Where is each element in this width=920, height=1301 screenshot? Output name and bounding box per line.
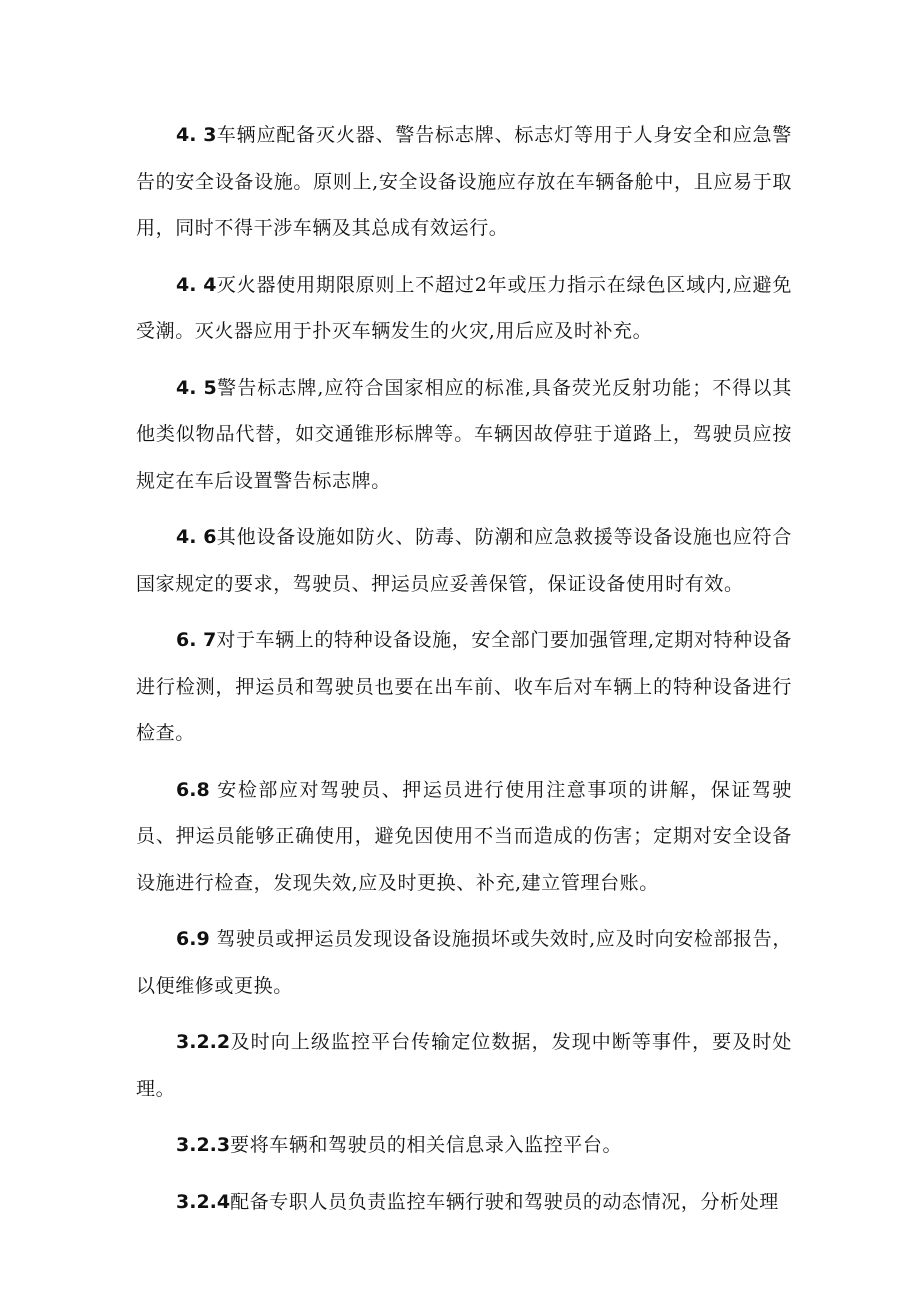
paragraph-4-4	[136, 262, 792, 355]
paragraph-6-7	[136, 617, 792, 757]
paragraph-4-5	[136, 365, 792, 505]
clause-text: 车辆应配备灭火器、警告标志牌、标志灯等用于人身安全和应急警告的安全设备设施。原则上,安全设备设施应存放在车辆备舱中，且应易于取用，同时不得干涉车辆及其总成有效运行。	[136, 124, 793, 239]
clause-text: 对于车辆上的特种设备设施，安全部门要加强管理,定期对特种设备进行检测，押运员和驾驶员也要在出车前、收车后对车辆上的特种设备进行检查。	[136, 629, 792, 744]
clause-number: 3.2.2	[176, 1031, 231, 1053]
clause-text: 警告标志牌,应符合国家相应的标准,具备荧光反射功能；不得以其他类似物品代替，如交通锥形标牌等。车辆因故停驻于道路上，驾驶员应按规定在车后设置警告标志牌。	[136, 376, 792, 492]
clause-number: 6.8	[176, 778, 210, 801]
paragraph-6-9	[136, 916, 792, 1009]
paragraph-3-2-3	[136, 1122, 792, 1169]
clause-number: 4. 4	[176, 273, 217, 296]
clause-text: 灭火器使用期限原则上不超过2年或压力指示在绿色区域内,应避免受潮。灭火器应用于扑灭车辆发生的火灾,用后应及时补充。	[136, 273, 792, 342]
clause-number: 3.2.3	[176, 1134, 231, 1156]
paragraph-3-2-4	[136, 1179, 792, 1226]
paragraph-3-2-2	[136, 1019, 792, 1112]
clause-text: 安检部应对驾驶员、押运员进行使用注意事项的讲解，保证驾驶员、押运员能够正确使用，避免因使用不当而造成的伤害；定期对安全设备设施进行检查，发现失效,应及时更换、补充,建立管理台账。	[136, 778, 792, 894]
clause-number: 4. 6	[176, 526, 217, 548]
clause-number: 4. 5	[176, 376, 217, 399]
clause-text: 及时向上级监控平台传输定位数据，发现中断等事件，要及时处理。	[136, 1031, 792, 1100]
clause-text: 其他设备设施如防火、防毒、防潮和应急救援等设备设施也应符合国家规定的要求，驾驶员、押运员应妥善保管，保证设备使用时有效。	[136, 526, 793, 595]
clause-text: 驾驶员或押运员发现设备设施损坏或失效时,应及时向安检部报告，以便维修或更换。	[136, 928, 792, 997]
clause-number: 6.9	[176, 928, 210, 950]
paragraph-4-6	[136, 514, 792, 607]
clause-number: 4. 3	[176, 124, 217, 146]
paragraph-4-3	[136, 112, 792, 252]
paragraph-6-8	[136, 767, 792, 907]
clause-number: 3.2.4	[176, 1190, 231, 1213]
clause-number: 6. 7	[176, 629, 217, 651]
clause-text: 配备专职人员负责监控车辆行驶和驾驶员的动态情况，分析处理	[230, 1190, 779, 1213]
clause-text: 要将车辆和驾驶员的相关信息录入监控平台。	[230, 1134, 623, 1156]
